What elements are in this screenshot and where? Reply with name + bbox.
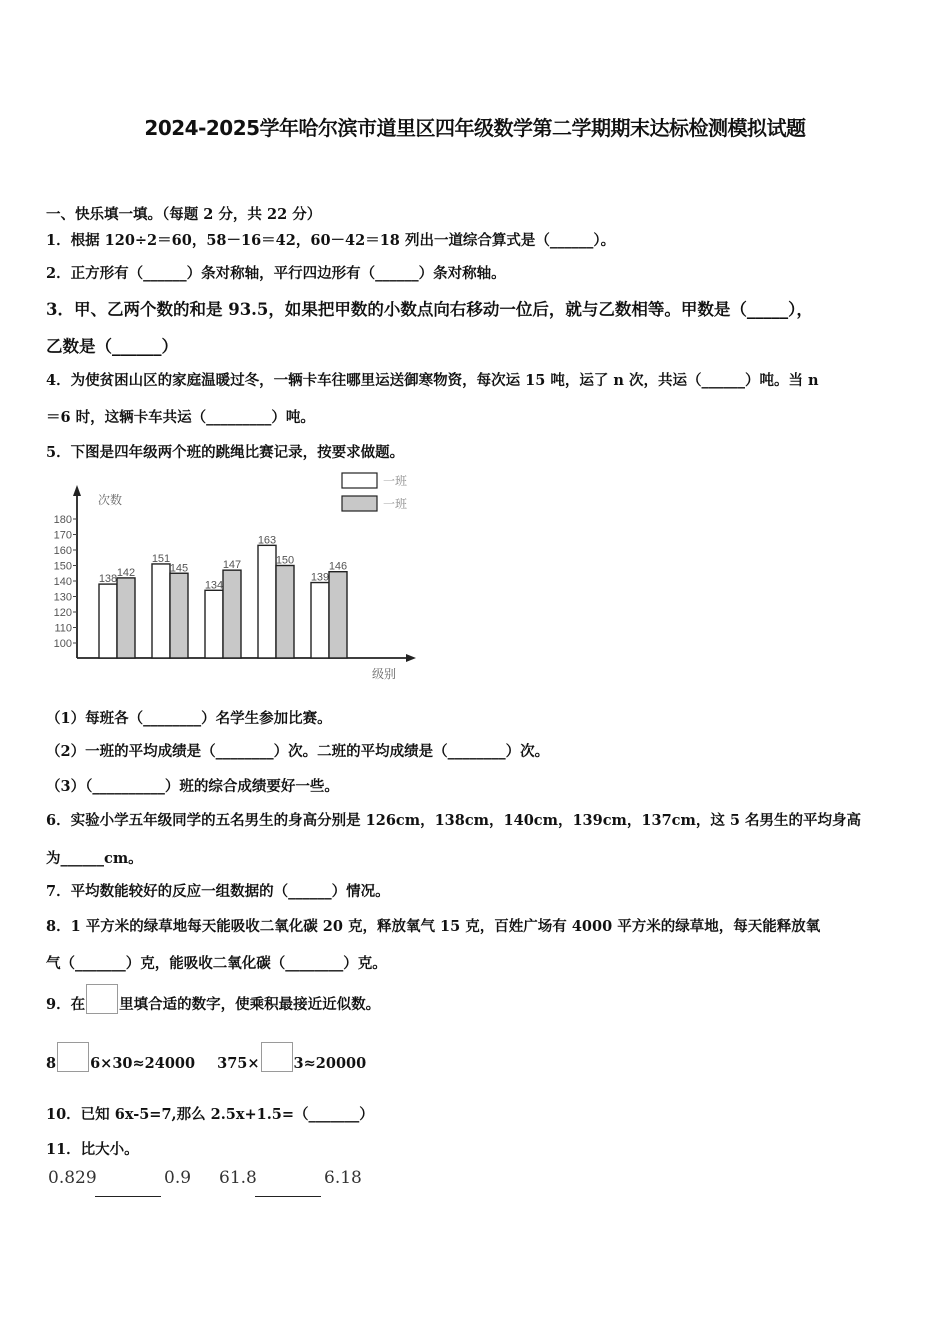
question-7: 7．平均数能较好的反应一组数据的（______）情况。 [46, 883, 390, 900]
y-tick-label: 110 [54, 622, 72, 635]
section-heading: 一、快乐填一填。（每题 2 分，共 22 分） [46, 206, 322, 223]
bar-data-label: 134 [204, 579, 224, 592]
y-tick-label: 160 [53, 545, 72, 557]
y-tick-label: 120 [53, 607, 72, 619]
bar-data-label: 163 [257, 534, 277, 547]
bar [276, 566, 294, 659]
question-5: 5．下图是四年级两个班的跳绳比赛记录，按要求做题。 [46, 444, 405, 461]
legend-swatch [342, 473, 377, 488]
question-4-line2: ＝6 时，这辆卡车共运（_________）吨。 [46, 409, 315, 426]
expr1-suffix: 6×30≈24000 [90, 1055, 196, 1072]
question-11: 11．比大小。 [46, 1141, 139, 1158]
bar [223, 570, 241, 658]
legend-label: 一班 [383, 497, 408, 511]
bar-data-label: 139 [310, 571, 330, 584]
question-5-part-1: （1）每班各（________）名学生参加比赛。 [46, 710, 332, 727]
bar [117, 578, 135, 658]
question-9-expressions [46, 1042, 366, 1072]
bar-data-label: 151 [151, 552, 171, 565]
legend-label: 一班 [383, 474, 408, 488]
y-tick-label: 180 [53, 514, 72, 526]
legend-swatch [342, 496, 377, 511]
y-tick-label: 170 [53, 529, 72, 542]
y-tick-label: 100 [53, 638, 72, 650]
compare-blank-1[interactable] [95, 1196, 161, 1198]
compare-value-b: 0.9 [164, 1168, 192, 1188]
y-tick-label: 130 [53, 591, 72, 604]
bar [311, 583, 329, 658]
bar-data-label: 142 [116, 566, 136, 579]
question-1: 1．根据 120÷2＝60，58－16＝42，60－42＝18 列出一道综合算式是（______）。 [46, 232, 616, 249]
question-8-line1: 8．1 平方米的绿草地每天能吸收二氧化碳 20 克，释放氧气 15 克，百姓广场有 4000 平方米的绿草地，每天能释放氧 [46, 918, 821, 935]
x-axis-label: 级别 [372, 667, 397, 681]
bar-data-label: 145 [169, 562, 189, 575]
compare-value-c: 61.8 [219, 1168, 257, 1188]
bar-data-label: 150 [275, 554, 295, 567]
question-5-part-2: （2）一班的平均成绩是（________）次。二班的平均成绩是（________）次。 [46, 743, 550, 760]
expr2-suffix: 3≈20000 [293, 1055, 367, 1072]
question-5-part-3: （3）（__________）班的综合成绩要好一些。 [46, 778, 339, 795]
jump-rope-bar-chart [40, 465, 420, 690]
y-axis-label: 次数 [98, 493, 123, 507]
question-4-line1: 4．为使贫困山区的家庭温暖过冬，一辆卡车往哪里运送御寒物资，每次运 15 吨，运了 n 次，共运（______）吨。当 n [46, 372, 819, 389]
page-title: 2024-2025学年哈尔滨市道里区四年级数学第二学期期末达标检测模拟试题 [144, 116, 806, 140]
expr1-prefix: 8 [46, 1055, 57, 1072]
question-9-suffix: 里填合适的数字，使乘积最接近近似数。 [119, 996, 381, 1013]
answer-box-expr2[interactable] [261, 1042, 293, 1072]
bar-data-label: 146 [328, 560, 348, 573]
bar-data-label: 147 [222, 559, 242, 572]
question-2: 2．正方形有（______）条对称轴，平行四边形有（______）条对称轴。 [46, 265, 506, 282]
question-10: 10．已知 6x-5=7,那么 2.5x+1.5=（_______） [46, 1106, 374, 1123]
expr2-prefix: 375× [217, 1055, 260, 1072]
x-axis-arrow [406, 654, 416, 662]
question-9-prefix: 9．在 [46, 996, 86, 1013]
question-3-line2: 乙数是（______） [46, 337, 178, 356]
bar [205, 590, 223, 658]
answer-box-expr1[interactable] [57, 1042, 89, 1072]
answer-box[interactable] [86, 984, 118, 1014]
bar-data-label: 138 [98, 573, 118, 586]
y-tick-label: 140 [53, 576, 72, 588]
compare-value-a: 0.829 [48, 1168, 97, 1188]
y-tick-label: 150 [53, 560, 72, 573]
compare-blank-2[interactable] [255, 1196, 321, 1198]
compare-value-d: 6.18 [324, 1168, 362, 1188]
bar [329, 572, 347, 658]
bar [170, 573, 188, 658]
bar [258, 545, 276, 658]
bar [99, 584, 117, 658]
question-3-line1: 3．甲、乙两个数的和是 93.5，如果把甲数的小数点向右移动一位后，就与乙数相等。甲数是（_____）， [46, 300, 813, 319]
bar [152, 564, 170, 658]
question-9 [46, 984, 380, 1014]
question-6-line1: 6．实验小学五年级同学的五名男生的身高分别是 126cm，138cm，140cm，139cm，137cm，这 5 名男生的平均身高 [46, 812, 862, 829]
question-8-line2: 气（_______）克，能吸收二氧化碳（________）克。 [46, 955, 387, 972]
question-6-line2: 为______cm。 [46, 850, 143, 867]
y-axis-arrow [73, 485, 81, 496]
